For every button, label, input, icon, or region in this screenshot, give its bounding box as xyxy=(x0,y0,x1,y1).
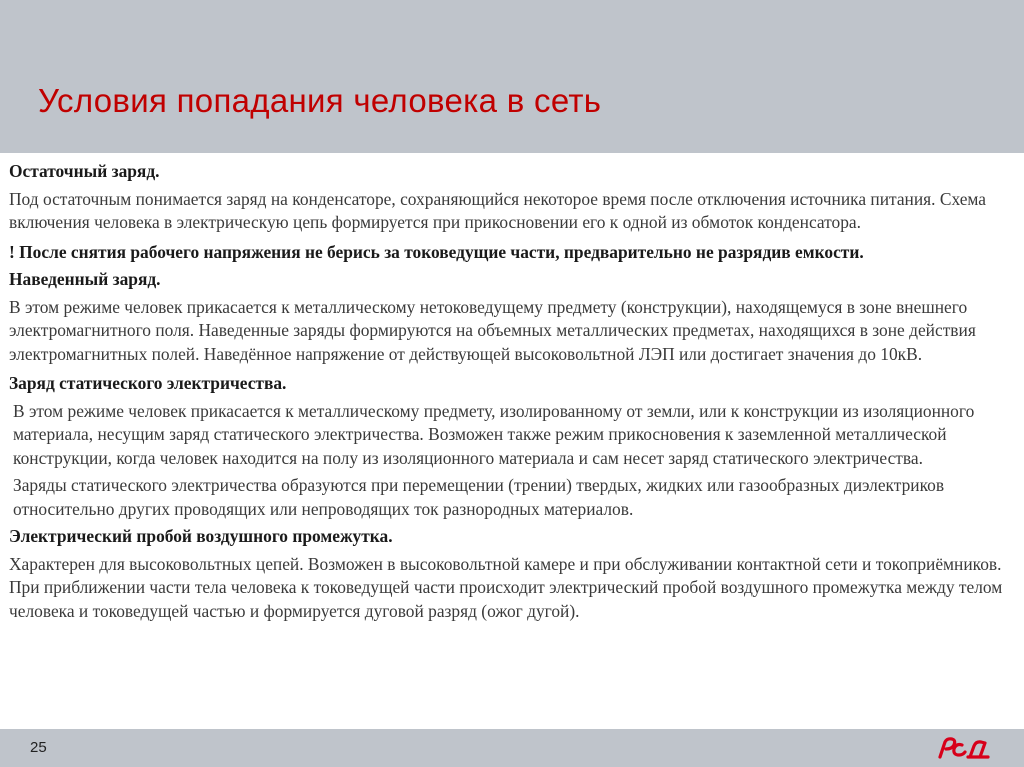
slide-footer xyxy=(0,729,1024,767)
slide-header xyxy=(0,0,1024,153)
section-text-static-charge-2: Заряды статического электричества образуются при перемещении (трении) твердых, жидких или газообразных диэлектриков относительно других проводящих или непроводящих ток разнородных материалов. xyxy=(13,475,945,519)
page-number: 25 xyxy=(30,739,47,756)
rzd-logo-icon xyxy=(932,733,992,761)
section-text-air-breakdown: Характерен для высоковольтных цепей. Возможен в высоковольтной камере и при обслуживании контактной сети и токоприёмников. При приближении части тела человека к токоведущей части происходит электрический пробой воздушного промежутка между телом человека и токоведущей частью и формируется дуговой разряд (ожог дугой). xyxy=(9,553,1003,621)
slide-title: Условия попадания человека в сеть xyxy=(38,82,602,119)
section-heading-residual-charge: Остаточный заряд. xyxy=(9,161,160,181)
section-heading-static-charge: Заряд статического электричества. xyxy=(9,373,287,393)
section-heading-induced-charge: Наведенный заряд. xyxy=(9,269,161,289)
section-text-induced-charge: В этом режиме человек прикасается к металлическому нетоковедущему предмету (конструкции), находящемуся в зоне внешнего электромагнитного поля. Наведенные заряды формируются на объемных металлических предметах, находящихся в зоне действия электромагнитных полей. Наведённое напряжение от действующей высоковольтной ЛЭП или достигает значения до 10кВ. xyxy=(9,296,976,364)
warning-text: ! После снятия рабочего напряжения не берись за токоведущие части, предварительно не разрядив емкости. xyxy=(9,241,864,262)
section-heading-air-breakdown: Электрический пробой воздушного промежутка. xyxy=(9,526,393,546)
slide-content xyxy=(9,160,1014,629)
section-text-static-charge-1: В этом режиме человек прикасается к металлическому предмету, изолированному от земли, или к конструкции из изоляционного материала, несущим заряд статического электричества. Возможен также режим прикосновения к заземленной металлической конструкции, когда человек находится на полу из изоляционного материала и сам несет заряд статического электричества. xyxy=(13,400,975,468)
section-text-residual-charge: Под остаточным понимается заряд на конденсаторе, сохраняющийся некоторое время после отключения источника питания. Схема включения человека в электрическую цепь формируется при прикосновении его к одной из обмоток конденсатора. xyxy=(9,188,987,232)
